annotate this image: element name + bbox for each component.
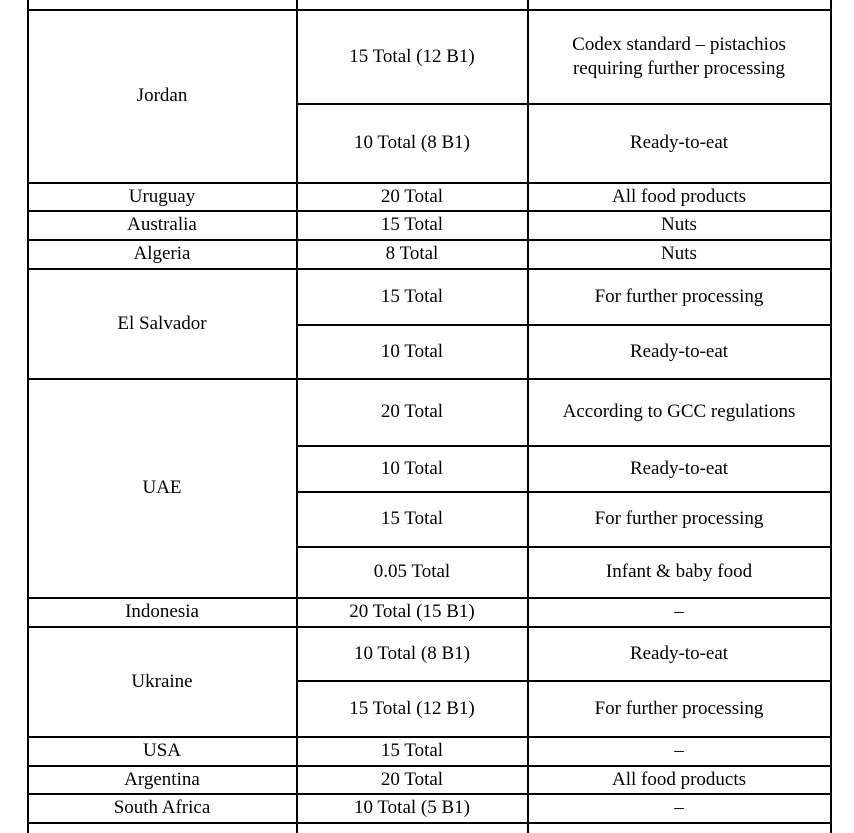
limit-cell: 10 Total (8 B1) bbox=[353, 642, 470, 664]
scope-cell: For further processing bbox=[594, 508, 764, 529]
country-cell: USA bbox=[142, 740, 181, 761]
scope-cell: For further processing bbox=[594, 697, 764, 719]
scope-cell: For further processing bbox=[594, 285, 764, 307]
scope-cell: – bbox=[674, 740, 684, 761]
limit-cell: 20 Total (15 B1) bbox=[349, 601, 475, 622]
scope-cell: Codex standard – pistachios requiring further processing bbox=[572, 33, 786, 79]
scope-cell: Ready-to-eat bbox=[629, 457, 729, 479]
country-cell: Jordan bbox=[136, 85, 188, 106]
scope-cell: Nuts bbox=[661, 214, 697, 235]
limit-cell: 20 Total bbox=[380, 185, 444, 207]
country-cell: South Africa bbox=[113, 797, 211, 818]
scope-cell: – bbox=[674, 797, 684, 818]
scope-cell: According to GCC regulations bbox=[562, 401, 796, 422]
country-cell: Australia bbox=[127, 214, 197, 235]
limit-cell: 20 Total bbox=[380, 401, 444, 422]
limit-cell: 15 Total (12 B1) bbox=[349, 697, 475, 719]
scope-cell: All food products bbox=[611, 768, 747, 790]
limit-cell: 15 Total bbox=[380, 214, 444, 235]
scope-cell: Ready-to-eat bbox=[629, 132, 729, 153]
country-cell: Indonesia bbox=[125, 601, 199, 622]
limit-cell: 0.05 Total bbox=[373, 561, 451, 582]
limit-cell: 15 Total bbox=[380, 508, 444, 529]
scope-cell: Ready-to-eat bbox=[629, 340, 729, 362]
country-cell: Algeria bbox=[133, 243, 191, 264]
country-cell: UAE bbox=[142, 477, 182, 498]
scope-cell: – bbox=[674, 601, 684, 622]
country-cell: Ukraine bbox=[131, 670, 193, 692]
scope-cell: Ready-to-eat bbox=[629, 642, 729, 664]
row-divider bbox=[27, 822, 832, 824]
scope-cell: Infant & baby food bbox=[605, 561, 753, 582]
limit-cell: 8 Total bbox=[385, 243, 439, 264]
limit-cell: 15 Total bbox=[380, 740, 444, 761]
country-cell: El Salvador bbox=[117, 312, 207, 334]
scope-cell: All food products bbox=[611, 185, 747, 207]
country-cell: Uruguay bbox=[128, 185, 196, 207]
country-cell: Argentina bbox=[124, 768, 200, 790]
table-border-right bbox=[830, 0, 832, 833]
limit-cell: 10 Total (8 B1) bbox=[353, 132, 470, 153]
scope-cell: Nuts bbox=[661, 243, 697, 264]
limit-cell: 10 Total bbox=[380, 340, 444, 362]
limit-cell: 10 Total (5 B1) bbox=[353, 797, 470, 818]
limit-cell: 10 Total bbox=[380, 457, 444, 479]
limit-cell: 15 Total (12 B1) bbox=[349, 45, 475, 67]
limit-cell: 15 Total bbox=[380, 285, 444, 307]
limit-cell: 20 Total bbox=[380, 768, 444, 790]
